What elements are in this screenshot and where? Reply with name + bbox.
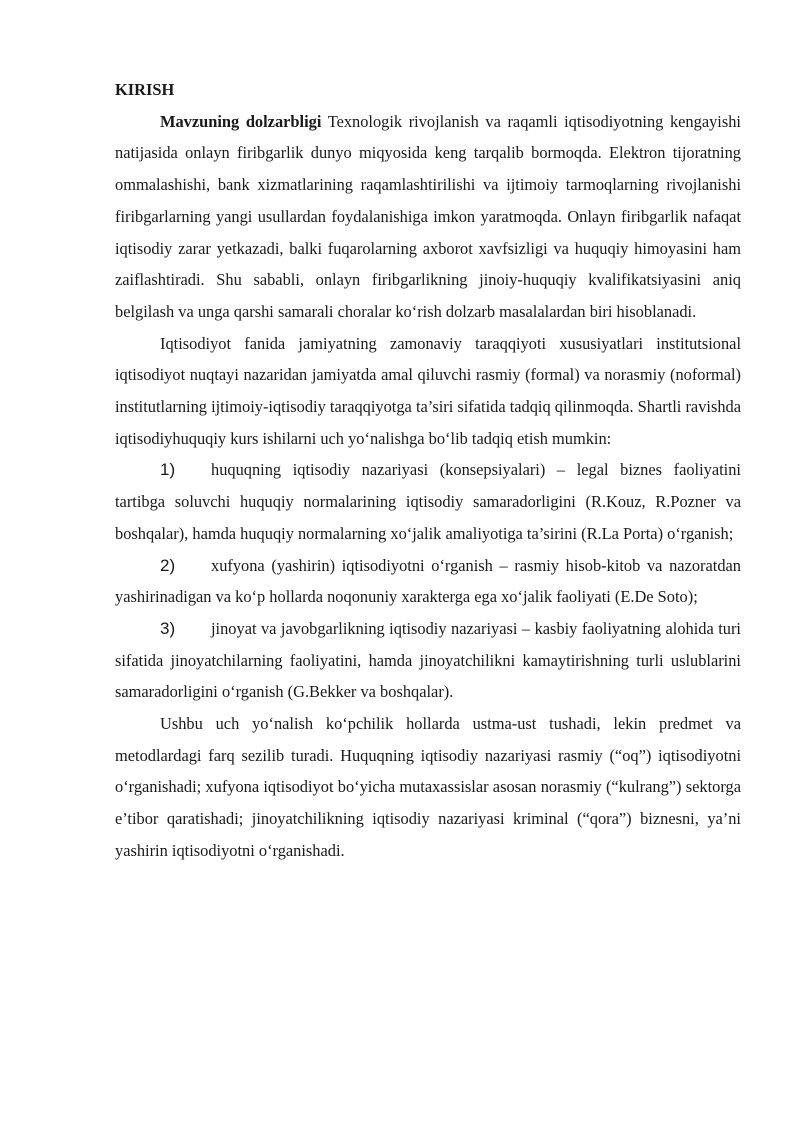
list-item-number: 1) [160, 460, 176, 480]
document-page [115, 72, 741, 867]
list-item [115, 550, 741, 613]
paragraph-relevance [115, 106, 741, 328]
list-item-text: huquqning iqtisodiy nazariyasi (konsepsiyalari) – legal biznes faoliyatini tartibga soluvchi huquqiy normalarining iqtisodiy samaradorligini (R.Kouz, R.Pozner va boshqalar), hamda huquqiy normalarning xo‘jalik amaliyotiga ta’sirini (R.La Porta) o‘rganish; [115, 460, 741, 543]
list-item-text: xufyona (yashirin) iqtisodiyotni o‘rganish – rasmiy hisob-kitob va nazoratdan yashirinadigan va ko‘p hollarda noqonuniy xarakterga ega xo‘jalik faoliyati (E.De Soto); [115, 555, 741, 607]
list-item [115, 613, 741, 708]
section-heading: KIRISH [115, 80, 175, 99]
paragraph-lead-title: Mavzuning dolzarbligi [160, 111, 322, 131]
list-item-number: 3) [160, 618, 176, 638]
list-item-number: 2) [160, 555, 176, 575]
list-item-text: jinoyat va javobgarlikning iqtisodiy nazariyasi – kasbiy faoliyatning alohida turi sifatida jinoyatchilarning faoliyatini, hamda jinoyatchilikni kamaytirishning turli uslublarini samaradorligini o‘rganish (G.Bekker va boshqalar). [115, 618, 741, 702]
paragraph-intro: Iqtisodiyot fanida jamiyatning zamonaviy taraqqiyoti xususiyatlari institutsional iqtisodiyot nuqtayi nazaridan jamiyatda amal qiluvchi rasmiy (formal) va norasmiy (noformal) institutlarning ijtimoiy-iqtisodiy taraqqiyotga ta’siri sifatida tadqiq qilinmoqda. Shartli ravishda iqtisodiyhuquqiy kurs ishilarni uch yo‘nalishga bo‘lib tadqiq etish mumkin: [115, 333, 741, 448]
paragraph-relevance-text: Texnologik rivojlanish va raqamli iqtisodiyotning kengayishi natijasida onlayn firibgarlik dunyo miqyosida keng tarqalib bormoqda. Elektron tijoratning ommalashishi, bank xizmatlarining raqamlashtirilishi va ijtimoiy tarmoqlarning rivojlanishi firibgarlarning yangi usullardan foydalanishiga imkon yaratmoqda. Onlayn firibgarlik nafaqat iqtisodiy zarar yetkazadi, balki fuqarolarning axborot xavfsizligi va huquqiy himoyasini ham zaiflashtiradi. Shu sababli, onlayn firibgarlikning jinoiy-huquqiy kvalifikatsiyasini aniq belgilash va unga qarshi samarali choralar ko‘rish dolzarb masalalardan biri hisoblanadi. [115, 111, 741, 321]
paragraph-conclusion: Ushbu uch yo‘nalish ko‘pchilik hollarda ustma-ust tushadi, lekin predmet va metodlardagi farq sezilib turadi. Huquqning iqtisodiy nazariyasi rasmiy (“oq”) iqtisodiyotni o‘rganishadi; xufyona iqtisodiyot bo‘yicha mutaxassislar asosan norasmiy (“kulrang”) sektorga e’tibor qaratishadi; jinoyatchilikning iqtisodiy nazariyasi kriminal (“qora”) biznesni, ya’ni yashirin iqtisodiyotni o‘rganishadi. [115, 714, 741, 860]
list-item [115, 454, 741, 549]
